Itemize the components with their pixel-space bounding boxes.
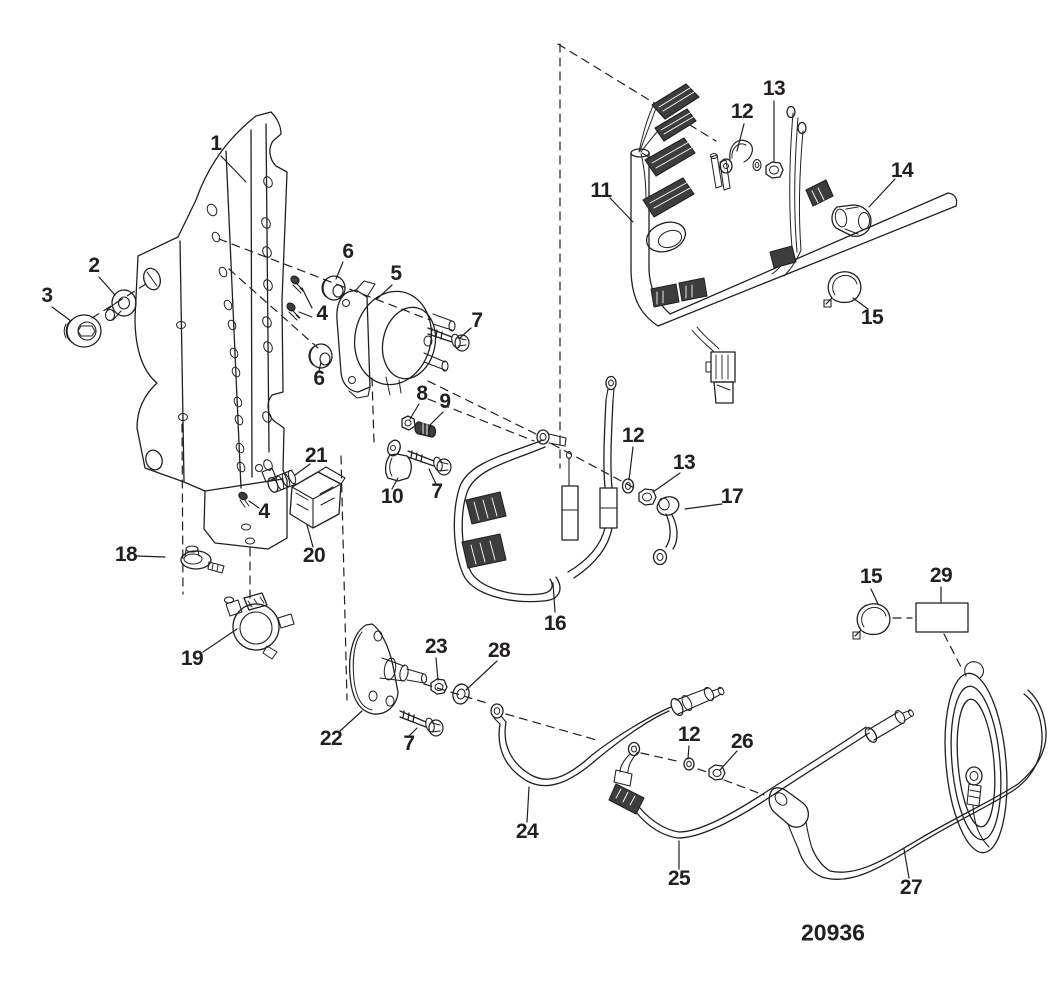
washer-part-28 (451, 683, 471, 706)
bracket-part-1 (135, 112, 287, 549)
clip-part-12-top (720, 140, 761, 173)
callout-22: 22 (319, 727, 343, 750)
callout-29: 29 (929, 564, 953, 587)
harness-part-16 (454, 377, 617, 602)
cable-part-17 (654, 494, 682, 565)
bolt-part-7-lower (400, 711, 443, 736)
callout-14: 14 (890, 159, 914, 182)
callout-12-top: 12 (730, 100, 754, 123)
callout-7-upper: 7 (471, 309, 483, 332)
nut-part-8 (402, 416, 415, 430)
callout-4-lower: 4 (258, 500, 270, 523)
callout-6-lower: 6 (313, 367, 325, 390)
callout-17: 17 (720, 485, 744, 508)
callout-4-upper: 4 (316, 302, 328, 325)
clamp-part-19 (225, 593, 295, 659)
nut-part-13-mid (639, 489, 656, 505)
capnut-part-9 (415, 422, 436, 437)
callout-9: 9 (439, 390, 451, 413)
solenoid-part-5 (337, 281, 455, 398)
callout-8: 8 (416, 382, 428, 405)
callout-6-upper: 6 (342, 240, 354, 263)
callout-25: 25 (667, 867, 691, 890)
callout-15-bottom: 15 (859, 565, 883, 588)
bushing-part-2 (106, 290, 137, 321)
leader-lines (52, 101, 941, 878)
callout-28: 28 (487, 639, 511, 662)
callout-15-top: 15 (860, 306, 884, 329)
stud-plate-part-22 (350, 624, 427, 714)
drawing-number: 20936 (801, 919, 865, 946)
label-box-part-29 (916, 603, 968, 632)
harness-part-11 (631, 84, 957, 403)
callout-20: 20 (302, 544, 326, 567)
clip-part-18 (181, 546, 224, 573)
callout-3: 3 (41, 284, 53, 307)
callout-7-lower: 7 (403, 732, 415, 755)
fitting-part-21 (256, 465, 298, 494)
callout-21: 21 (304, 444, 328, 467)
tie-part-15-top (824, 272, 861, 307)
callout-13-middle: 13 (672, 451, 696, 474)
nut-part-26 (709, 765, 725, 780)
cable-part-25 (609, 709, 914, 838)
callout-13-top: 13 (762, 77, 786, 100)
callout-27: 27 (899, 876, 923, 899)
cable-part-24 (491, 686, 725, 786)
callout-1: 1 (210, 132, 222, 155)
clamp-part-10 (386, 438, 412, 481)
tie-part-15-bottom (853, 604, 890, 639)
boot-part-14 (832, 205, 871, 236)
callout-10: 10 (380, 485, 404, 508)
washer-part-12-mid (623, 479, 634, 493)
nut-part-23 (431, 679, 447, 694)
callout-23: 23 (424, 635, 448, 658)
nut-part-13-top (766, 162, 783, 178)
callout-2: 2 (88, 254, 100, 277)
callout-19: 19 (180, 647, 204, 670)
callout-26: 26 (730, 730, 754, 753)
callout-11: 11 (590, 179, 612, 202)
relay-part-20 (290, 467, 345, 528)
callout-24: 24 (515, 820, 539, 843)
callout-12-middle: 12 (621, 424, 645, 447)
callout-7-middle: 7 (431, 480, 443, 503)
callout-16: 16 (543, 612, 567, 635)
callout-5: 5 (390, 262, 402, 285)
screw-part-4-lower (237, 491, 249, 507)
construction-lines (92, 44, 962, 795)
callout-12-bottom: 12 (677, 723, 701, 746)
callout-18: 18 (114, 543, 138, 566)
washer-part-12-bottom (684, 758, 694, 770)
